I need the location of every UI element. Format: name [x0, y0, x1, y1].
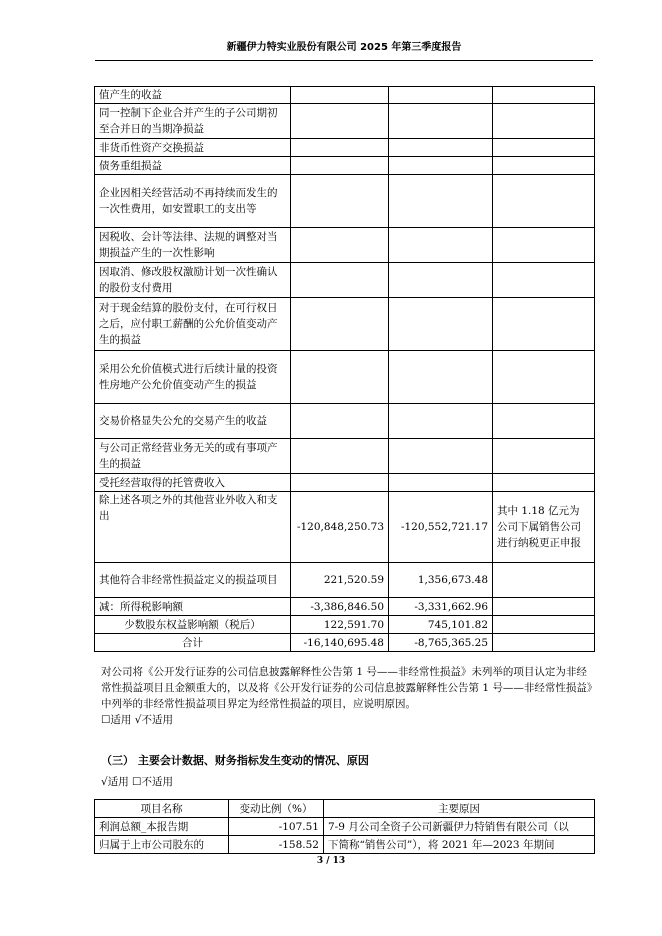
remark: 其中 1.18 亿元为公司下属销售公司进行纳税更正申报	[493, 492, 595, 563]
amount-period	[291, 351, 389, 404]
section-3-title: （三） 主要会计数据、财务指标发生变动的情况、原因	[101, 754, 369, 767]
amount-period: -120,848,250.73	[291, 492, 389, 563]
table-row	[95, 175, 595, 228]
amount-ytd	[389, 228, 493, 263]
row-label: 合计	[95, 634, 291, 652]
amount-ytd	[389, 351, 493, 404]
item-name: 利润总额_本报告期	[95, 818, 229, 836]
amount-ytd	[389, 404, 493, 439]
remark	[493, 474, 595, 492]
amount-period: -16,140,695.48	[291, 634, 389, 652]
column-header: 变动比例（%）	[229, 800, 324, 818]
table-row-total	[95, 634, 595, 652]
row-label: 与公司正常经营业务无关的或有事项产生的损益	[95, 439, 291, 474]
remark	[493, 228, 595, 263]
table-row	[95, 157, 595, 175]
row-label: 因税收、会计等法律、法规的调整对当期损益产生的一次性影响	[95, 228, 291, 263]
table-row	[95, 139, 595, 157]
remark	[493, 404, 595, 439]
table-row	[95, 351, 595, 404]
remark	[493, 87, 595, 104]
remark	[493, 298, 595, 351]
amount-period	[291, 139, 389, 157]
change-ratio: -158.52	[229, 836, 324, 854]
amount-period	[291, 474, 389, 492]
amount-ytd	[389, 104, 493, 139]
amount-ytd	[389, 298, 493, 351]
remark	[493, 439, 595, 474]
amount-period: 221,520.59	[291, 563, 389, 598]
table-row	[95, 263, 595, 298]
remark	[493, 157, 595, 175]
section-3-applicability: √适用 ☐不适用	[101, 776, 173, 788]
row-label: 同一控制下企业合并产生的子公司期初至合并日的当期净损益	[95, 104, 291, 139]
amount-period: -3,386,846.50	[291, 598, 389, 616]
remark	[493, 263, 595, 298]
remark	[493, 616, 595, 634]
table-row	[95, 439, 595, 474]
amount-ytd	[389, 139, 493, 157]
report-header-title: 新疆伊力特实业股份有限公司 2025 年第三季度报告	[226, 42, 462, 53]
table-row	[95, 404, 595, 439]
remark	[493, 563, 595, 598]
row-label: 减：所得税影响额	[95, 598, 291, 616]
remark	[493, 598, 595, 616]
table-row	[95, 563, 595, 598]
amount-period: 122,591.70	[291, 616, 389, 634]
amount-period	[291, 175, 389, 228]
row-label: 受托经营取得的托管费收入	[95, 474, 291, 492]
amount-ytd: -3,331,662.96	[389, 598, 493, 616]
remark	[493, 634, 595, 652]
amount-period	[291, 87, 389, 104]
explanation-applicability: ☐适用 √不适用	[101, 714, 173, 726]
amount-period	[291, 439, 389, 474]
amount-period	[291, 157, 389, 175]
amount-ytd: -8,765,365.25	[389, 634, 493, 652]
table-row	[95, 474, 595, 492]
header-rule	[95, 60, 593, 61]
row-label: 值产生的收益	[95, 87, 291, 104]
amount-period	[291, 404, 389, 439]
table-row	[95, 104, 595, 139]
amount-ytd	[389, 157, 493, 175]
change-ratio: -107.51	[229, 818, 324, 836]
column-header: 主要原因	[324, 800, 595, 818]
amount-period	[291, 263, 389, 298]
indicator-change-table	[94, 799, 595, 854]
explanation-paragraph: 对公司将《公开发行证券的公司信息披露解释性公告第 1 号——非经常性损益》未列举的项目认定为非经常性损益项目且金额重大的，以及将《公开发行证券的公司信息披露解释性公告第 1 号——非经常性损益》中列举的非经常性损益项目界定为经常性损益的项目，应说明原因。	[101, 666, 593, 710]
row-label: 因取消、修改股权激励计划一次性确认的股份支付费用	[95, 263, 291, 298]
row-label: 非货币性资产交换损益	[95, 139, 291, 157]
row-label: 交易价格显失公允的交易产生的收益	[95, 404, 291, 439]
amount-period	[291, 104, 389, 139]
main-reason: 下简称“销售公司”），将 2021 年—2023 年期间	[324, 836, 595, 854]
amount-ytd	[389, 263, 493, 298]
amount-ytd: 1,356,673.48	[389, 563, 493, 598]
amount-ytd	[389, 474, 493, 492]
amount-period	[291, 228, 389, 263]
amount-ytd	[389, 87, 493, 104]
main-reason: 7-9 月公司全资子公司新疆伊力特销售有限公司（以	[324, 818, 595, 836]
remark	[493, 104, 595, 139]
non-recurring-gains-table	[94, 86, 595, 652]
table-row	[95, 492, 595, 563]
remark	[493, 175, 595, 228]
table-row	[95, 228, 595, 263]
column-header: 项目名称	[95, 800, 229, 818]
amount-period	[291, 298, 389, 351]
amount-ytd: 745,101.82	[389, 616, 493, 634]
amount-ytd	[389, 175, 493, 228]
amount-ytd: -120,552,721.17	[389, 492, 493, 563]
row-label: 企业因相关经营活动不再持续而发生的一次性费用，如安置职工的支出等	[95, 175, 291, 228]
row-label: 对于现金结算的股份支付，在可行权日之后，应付职工薪酬的公允价值变动产生的损益	[95, 298, 291, 351]
item-name: 归属于上市公司股东的	[95, 836, 229, 854]
amount-ytd	[389, 439, 493, 474]
table-row	[95, 298, 595, 351]
table-row	[95, 87, 595, 104]
table-row	[95, 818, 595, 836]
row-label: 其他符合非经常性损益定义的损益项目	[95, 563, 291, 598]
table-row	[95, 616, 595, 634]
table-row	[95, 598, 595, 616]
page-number: 3 / 13	[316, 856, 346, 866]
row-label: 除上述各项之外的其他营业外收入和支出	[95, 492, 291, 563]
row-label: 债务重组损益	[95, 157, 291, 175]
row-label: 采用公允价值模式进行后续计量的投资性房地产公允价值变动产生的损益	[95, 351, 291, 404]
table-row	[95, 836, 595, 854]
row-label: 少数股东权益影响额（税后）	[95, 616, 291, 634]
remark	[493, 351, 595, 404]
table-header-row	[95, 800, 595, 818]
remark	[493, 139, 595, 157]
